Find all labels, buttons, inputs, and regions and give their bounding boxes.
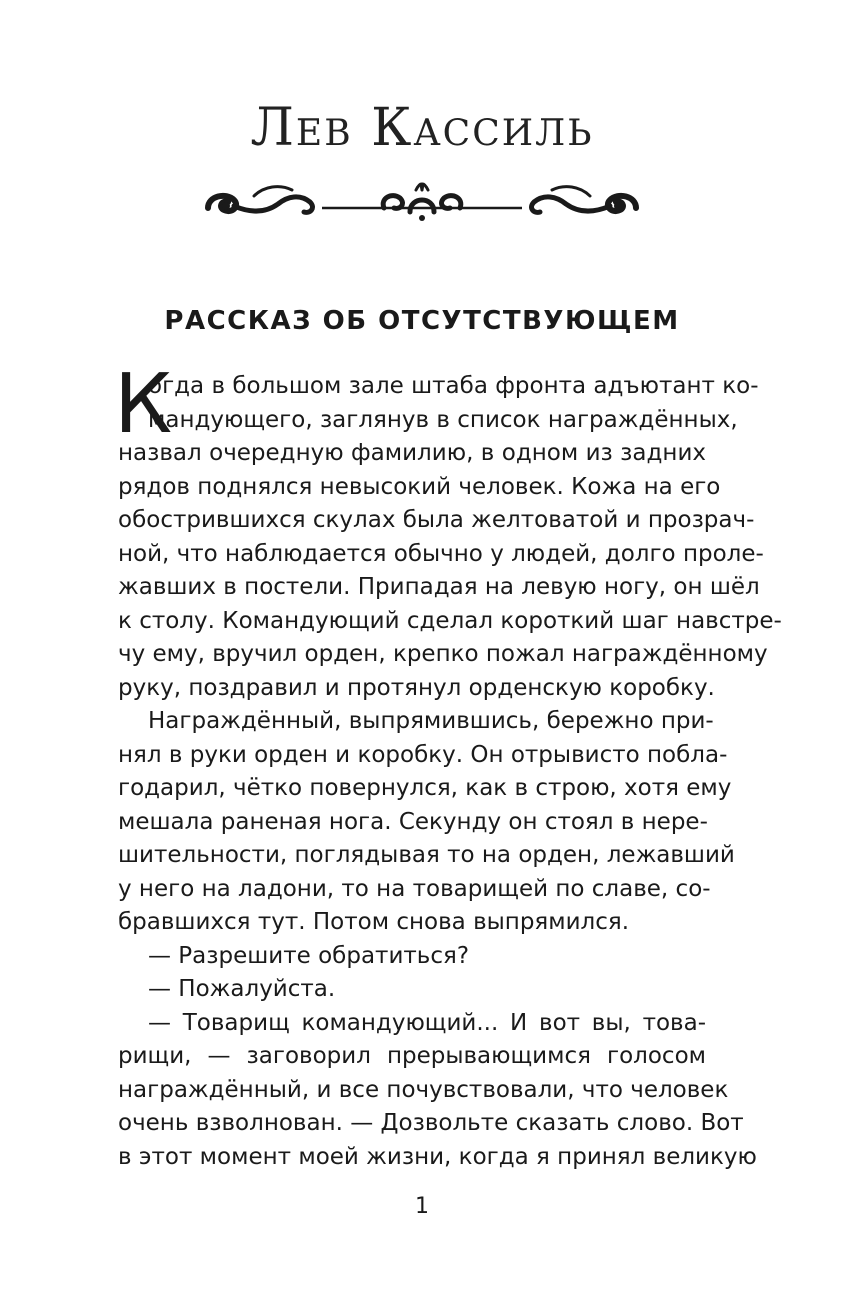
text-line: мандующего, заглянув в список награждённых, [148,406,738,433]
text-line: назвал очередную фамилию, в одном из задних [118,440,706,466]
page-number: 1 [415,1194,429,1219]
text-line: рищи, — заговорил прерывающимся голосом [118,1043,706,1069]
ornament-divider-icon [204,178,640,224]
text-line: награждённый, и все почувствовали, что человек [118,1076,729,1103]
text-line: ной, что наблюдается обычно у людей, долго проле- [118,540,764,567]
text-line: у него на ладони, то на товарищей по славе, со- [118,875,711,902]
first-paragraph [114,357,782,705]
text-line: — Товарищ командующий... И вот вы, това- [148,1009,706,1036]
text-line: очень взволнован. — Дозвольте сказать слово. Вот [118,1110,744,1136]
text-line: нял в руки орден и коробку. Он отрывисто побла- [118,741,728,768]
dialogue-paragraph [118,1007,757,1175]
text-line: — Пожалуйста. [148,976,336,1002]
text-line: — Разрешите обратиться? [148,942,470,969]
text-line: руку, поздравил и протянул орденскую коробку. [118,674,715,701]
text-line: годарил, чётко повернулся, как в строю, хотя ему [118,775,732,801]
dialogue-line-2 [118,973,706,1007]
text-line: рядов поднялся невысокий человек. Кожа на его [118,473,721,500]
text-line: жавших в постели. Припадая на левую ногу, он шёл [118,574,760,600]
text-line: огда в большом зале штаба фронта адъютант ко- [148,373,759,399]
text-line: к столу. Командующий сделал короткий шаг навстре- [118,607,782,634]
text-line: чу ему, вручил орден, крепко пожал награждённому [118,641,768,667]
text-line: шительности, поглядывая то на орден, лежавший [118,842,735,868]
author-name: Лев Кассиль [250,98,594,158]
text-line: бравшихся тут. Потом снова выпрямился. [118,909,630,935]
text-line: Награждённый, выпрямившись, бережно при- [148,708,714,734]
text-line: в этот момент моей жизни, когда я принял великую [118,1143,757,1170]
text-line: обострившихся скулах была желтоватой и прозрач- [118,507,755,533]
text-line: мешала раненая нога. Секунду он стоял в нере- [118,808,708,835]
drop-cap: К [114,357,173,452]
second-paragraph [118,705,735,940]
story-title: РАССКАЗ ОБ ОТСУТСТВУЮЩЕМ [164,306,680,336]
dialogue-line-1 [118,940,706,974]
story-body [114,357,782,1174]
